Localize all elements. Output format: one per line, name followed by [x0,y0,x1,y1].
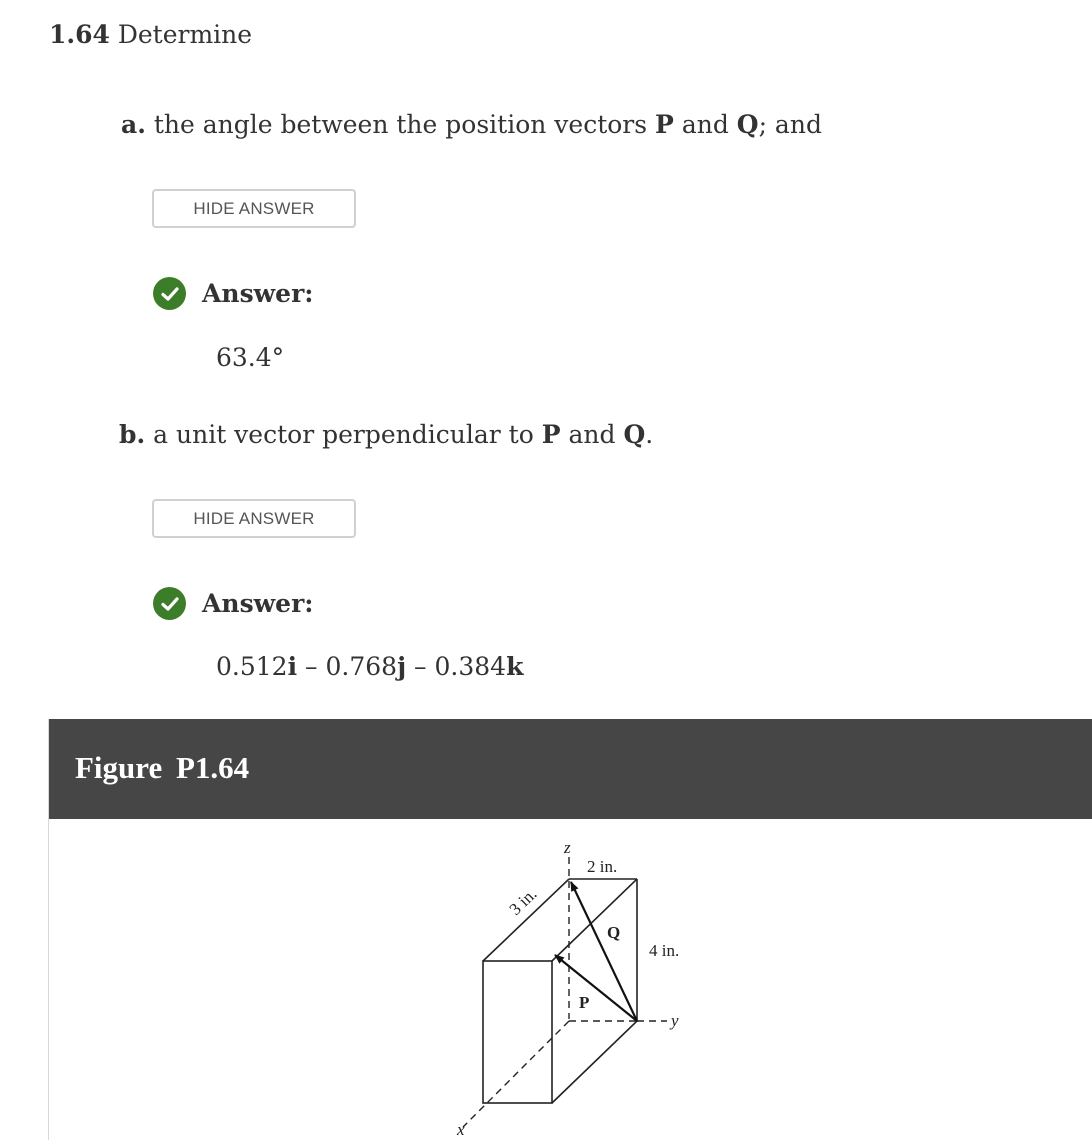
part-b-letter: b. [119,420,146,449]
dim-side-label: 4 in. [649,941,680,960]
part-a-question [121,110,822,139]
answer-b-unit-i: i [287,652,298,681]
part-b-text-2: and [568,420,616,449]
hide-answer-a-button[interactable]: HIDE ANSWER [152,189,356,228]
answer-b-minus-2: – [406,652,435,681]
problem-title [49,20,252,49]
answer-b-unit-k: k [506,652,524,681]
box-front-face [483,961,552,1103]
answer-a-header [153,277,313,310]
answer-a-value: 63.4° [216,343,285,372]
vector-q-label: Q [607,923,621,942]
answer-b-unit-j: j [397,652,407,681]
dim-depth-label: 3 in. [505,884,541,919]
part-a-vector-q: Q [736,110,759,139]
z-axis-label: z [564,838,571,857]
hide-answer-b-button[interactable]: HIDE ANSWER [152,499,356,538]
part-b-text-1: a unit vector perpendicular to [153,420,534,449]
dim-top-label: 2 in. [587,857,618,876]
box-top-right-edge [552,879,637,961]
part-b-vector-q: Q [623,420,646,449]
answer-b-coef-j: 0.768 [325,652,398,681]
part-b-question [119,420,653,449]
figure-title: Figure P1.64 [75,750,250,785]
part-a-text-3: ; and [758,110,822,139]
figure-diagram [49,719,1092,1140]
answer-b-minus-1: – [297,652,326,681]
y-axis-label: y [671,1011,679,1030]
problem-verb: Determine [117,20,253,49]
answer-b-header [153,587,313,620]
part-a-letter: a. [121,110,146,139]
part-a-vector-p: P [655,110,674,139]
figure-panel [48,719,1092,1140]
part-b-vector-p: P [541,420,561,449]
answer-a-label: Answer: [202,279,314,308]
answer-b-coef-k: 0.384 [434,652,507,681]
x-axis-label: x [457,1120,465,1139]
answer-b-value [216,652,523,681]
check-circle-icon [153,277,186,310]
box-bottom-right-edge [552,1021,637,1103]
vector-p-label: P [579,993,590,1012]
vector-p-arrow [555,955,637,1021]
part-a-text-2: and [681,110,729,139]
problem-number: 1.64 [49,20,110,49]
part-a-text-1: the angle between the position vectors [153,110,648,139]
answer-b-label: Answer: [202,589,314,618]
check-circle-icon [153,587,186,620]
part-b-text-3: . [645,420,654,449]
answer-b-coef-i: 0.512 [216,652,288,681]
x-axis-line [463,1021,569,1127]
